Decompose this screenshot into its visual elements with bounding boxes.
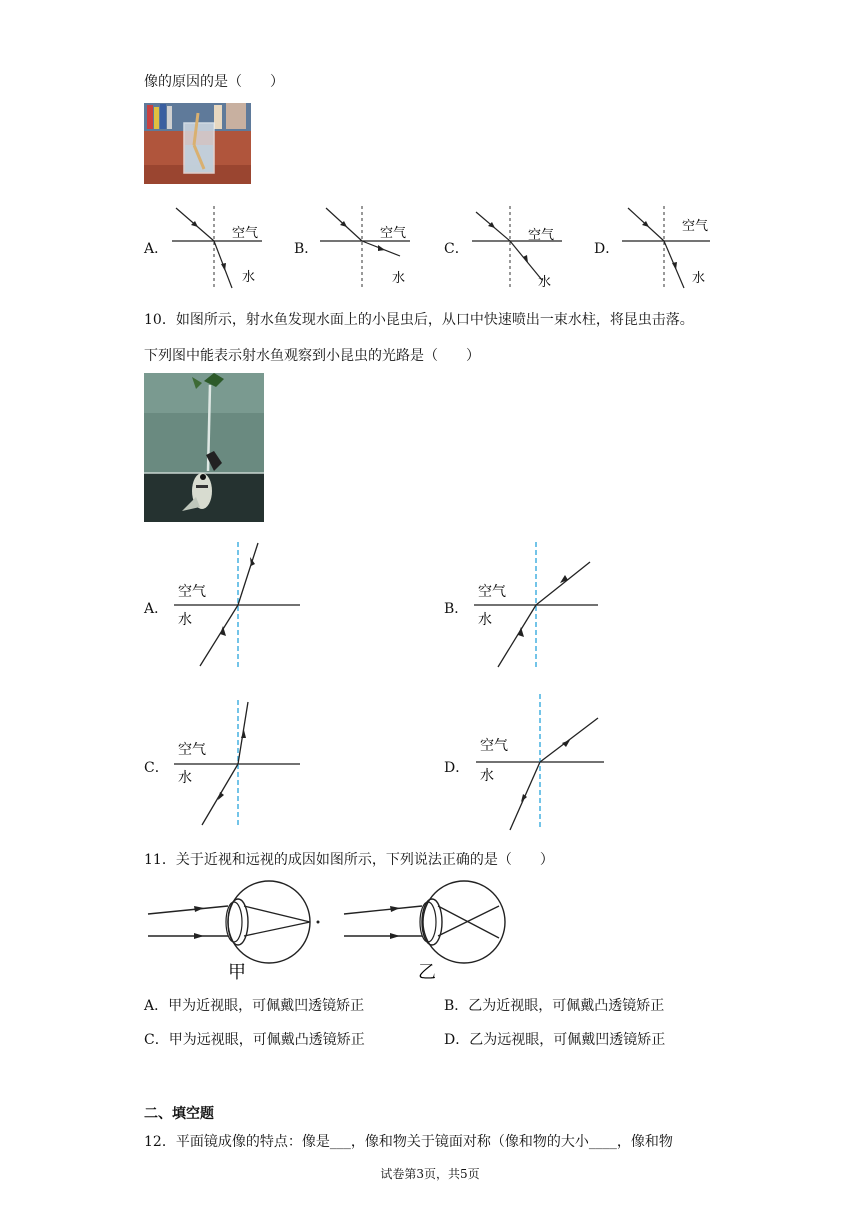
q10-option-b-water-text: 水 bbox=[478, 612, 492, 628]
q11-fig-label-jia: 甲 bbox=[228, 962, 246, 983]
q10-stem-line1: 10．如图所示，射水鱼发现水面上的小昆虫后，从口中快速喷出一束水柱，将昆虫击落。 bbox=[144, 312, 694, 328]
q11-choice-a: A．甲为近视眼，可佩戴凹透镜矫正 bbox=[144, 998, 365, 1014]
q10-option-a-label: A． bbox=[144, 601, 169, 617]
q9-option-a-label: A． bbox=[144, 241, 169, 257]
q9-option-a-water-text: 水 bbox=[242, 270, 256, 285]
q10-option-d-label: D． bbox=[444, 760, 470, 776]
q9-option-a-diagram bbox=[170, 204, 270, 292]
q10-option-d-diagram bbox=[470, 692, 608, 832]
q9-photo-glass bbox=[144, 103, 251, 184]
q9-option-b-diagram bbox=[318, 204, 418, 292]
q10-option-b-air-text: 空气 bbox=[478, 584, 506, 600]
q9-option-c-diagram bbox=[470, 204, 570, 292]
q10-option-c-air-text: 空气 bbox=[178, 742, 206, 758]
q10-option-a-diagram bbox=[170, 540, 305, 670]
q10-option-a-water-text: 水 bbox=[178, 612, 192, 628]
q9-option-c-water-text: 水 bbox=[538, 275, 552, 290]
q10-option-d-water-text: 水 bbox=[480, 768, 494, 784]
q11-eye-diagrams bbox=[144, 878, 534, 988]
q10-option-a-air-text: 空气 bbox=[178, 584, 206, 600]
q9-option-c-label: C． bbox=[444, 241, 469, 257]
q11-choice-d: D．乙为远视眼，可佩戴凹透镜矫正 bbox=[444, 1032, 666, 1048]
q11-stem: 11．关于近视和远视的成因如图所示，下列说法正确的是（ ） bbox=[144, 852, 554, 868]
q11-choice-c: C．甲为远视眼，可佩戴凸透镜矫正 bbox=[144, 1032, 365, 1048]
q9-option-b-label: B． bbox=[294, 241, 319, 257]
q9-stem-tail: 像的原因的是（ ） bbox=[144, 74, 284, 90]
q10-option-c-label: C． bbox=[144, 760, 169, 776]
q9-option-b-water-text: 水 bbox=[392, 271, 406, 286]
q9-option-d-water-text: 水 bbox=[692, 271, 706, 286]
q10-option-b-diagram bbox=[470, 540, 605, 670]
q10-option-c-water-text: 水 bbox=[178, 770, 192, 786]
q10-stem-line2: 下列图中能表示射水鱼观察到小昆虫的光路是（ ） bbox=[144, 348, 480, 364]
q9-option-c-air-text: 空气 bbox=[528, 228, 555, 243]
q10-option-d-air-text: 空气 bbox=[480, 738, 508, 754]
q10-photo-archer-fish bbox=[144, 373, 264, 522]
q9-option-d-diagram bbox=[620, 204, 720, 292]
q12-stem: 12．平面镜成像的特点：像是___，像和物关于镜面对称（像和物的大小____，像和物 bbox=[144, 1134, 673, 1150]
q9-option-d-label: D． bbox=[594, 241, 620, 257]
q9-option-a-air-text: 空气 bbox=[232, 226, 259, 241]
q10-option-c-diagram bbox=[170, 698, 305, 828]
archer-fish-photo-image bbox=[144, 373, 264, 522]
q9-option-d-air-text: 空气 bbox=[682, 219, 709, 234]
glass-photo-image bbox=[144, 103, 251, 184]
q9-option-b-air-text: 空气 bbox=[380, 226, 407, 241]
section-title-fill-in: 二、填空题 bbox=[144, 1106, 214, 1122]
q11-choice-b: B．乙为近视眼，可佩戴凸透镜矫正 bbox=[444, 998, 665, 1014]
q11-fig-label-yi: 乙 bbox=[418, 962, 436, 983]
q10-option-b-label: B． bbox=[444, 601, 469, 617]
page-footer: 试卷第3页，共5页 bbox=[380, 1167, 480, 1181]
